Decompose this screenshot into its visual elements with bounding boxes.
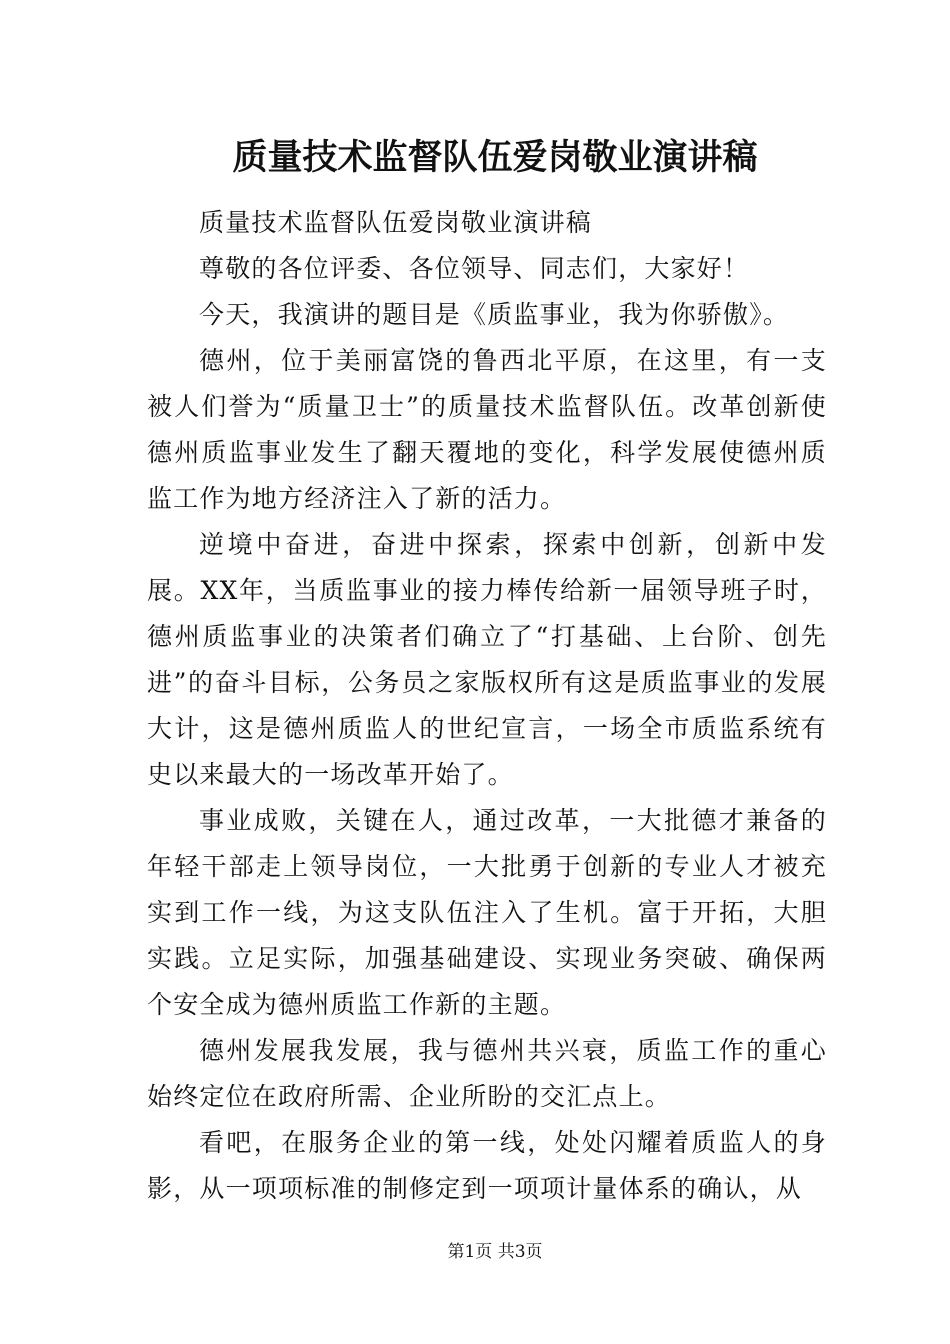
document-title: 质量技术监督队伍爱岗敬业演讲稿 — [232, 137, 758, 178]
paragraph: 事业成败，关键在人，通过改革，一大批德才兼备的年轻干部走上领导岗位，一大批勇于创新的专业人才被充实到工作一线，为这支队伍注入了生机。富于开拓，大胆实践。立足实际，加强基础建设、实现业务突破、确保两个安全成为德州质监工作新的主题。 — [147, 806, 827, 1019]
paragraph: 德州发展我发展，我与德州共兴衰，质监工作的重心始终定位在政府所需、企业所盼的交汇点上。 — [147, 1036, 827, 1111]
paragraph: 逆境中奋进，奋进中探索，探索中创新，创新中发展。XX年，当质监事业的接力棒传给新一届领导班子时，德州质监事业的决策者们确立了“打基础、上台阶、创先进”的奋斗目标，公务员之家版权所有这是质监事业的发展大计，这是德州质监人的世纪宣言，一场全市质监系统有史以来最大的一场改革开始了。 — [147, 530, 827, 789]
paragraph: 尊敬的各位评委、各位领导、同志们，大家好！ — [199, 254, 750, 283]
document-body — [147, 200, 827, 1212]
paragraph: 德州，位于美丽富饶的鲁西北平原，在这里，有一支被人们誉为“质量卫士”的质量技术监督队伍。改革创新使德州质监事业发生了翻天覆地的变化，科学发展使德州质监工作为地方经济注入了新的活力。 — [147, 346, 827, 513]
paragraph: 看吧，在服务企业的第一线，处处闪耀着质监人的身影，从一项项标准的制修定到一项项计量体系的确认，从 — [147, 1128, 827, 1203]
paragraph: 质量技术监督队伍爱岗敬业演讲稿 — [199, 208, 593, 237]
page-footer: 第1页 共3页 — [447, 1242, 543, 1262]
paragraph: 今天，我演讲的题目是《质监事业，我为你骄傲》。 — [199, 300, 790, 329]
